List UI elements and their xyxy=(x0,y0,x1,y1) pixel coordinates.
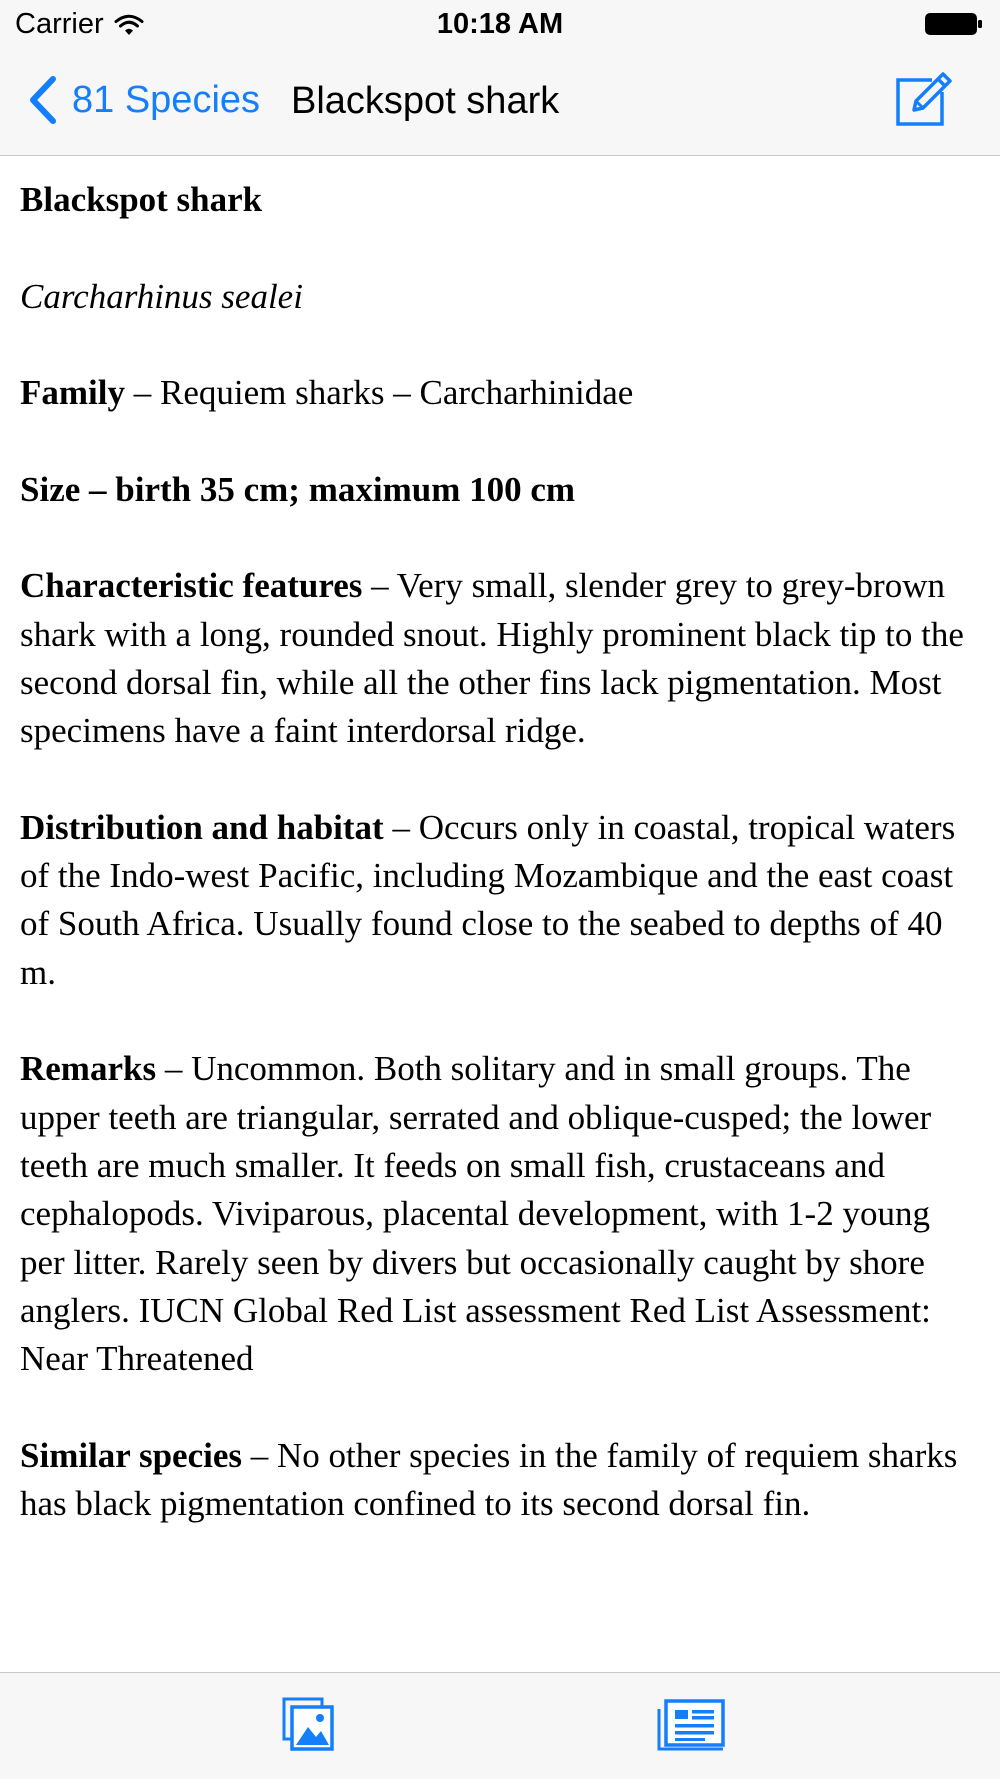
status-bar xyxy=(0,0,1000,50)
carrier-label: Carrier xyxy=(15,8,104,40)
compose-icon[interactable] xyxy=(892,68,954,130)
size-paragraph xyxy=(20,466,980,514)
scientific-name-paragraph xyxy=(20,273,980,321)
top-chrome xyxy=(0,0,1000,156)
common-name-paragraph xyxy=(20,176,980,224)
distribution-label: Distribution and habitat xyxy=(20,807,384,847)
similar-species-paragraph xyxy=(20,1432,980,1529)
distribution-text: – Occurs only in coastal, tropical waters of the Indo-west Pacific, including Mozambique and the east coast of South Africa. Usually found close to the seabed to depths of 40 m. xyxy=(20,807,956,992)
remarks-label: Remarks xyxy=(20,1049,157,1089)
common-name: Blackspot shark xyxy=(20,180,263,219)
species-article xyxy=(20,176,980,1577)
similar-species-label: Similar species xyxy=(20,1435,242,1475)
battery-icon xyxy=(924,12,984,36)
family-label: Family xyxy=(20,373,125,413)
back-button-label: 81 Species xyxy=(72,78,261,121)
scientific-name: Carcharhinus sealei xyxy=(20,276,303,316)
family-text: – Requiem sharks – Carcharhinidae xyxy=(124,373,634,413)
status-time: 10:18 AM xyxy=(436,8,564,40)
bottom-toolbar xyxy=(0,1672,1000,1779)
remarks-text: – Uncommon. Both solitary and in small groups. The upper teeth are triangular, serrated and oblique-cusped; the lower teeth are much smaller. It feeds on small fish, crustaceans and cephalopods. Viviparous, placental development, with 1-2 young per litter. Rarely seen by divers but occasionally caught by shore anglers. IUCN Global Red List assessment Red List Assessment: Near Threatened xyxy=(20,1049,932,1379)
size-text: Size – birth 35 cm; maximum 100 cm xyxy=(20,469,576,509)
features-paragraph xyxy=(20,562,980,755)
features-label: Characteristic features xyxy=(20,566,363,606)
similar-species-text: – No other species in the family of requiem sharks has black pigmentation confined to its second dorsal fin. xyxy=(20,1435,958,1524)
back-button[interactable] xyxy=(26,74,260,126)
text-icon[interactable] xyxy=(655,1697,727,1753)
nav-title: Blackspot shark xyxy=(291,80,560,122)
distribution-paragraph xyxy=(20,804,980,997)
remarks-paragraph xyxy=(20,1045,980,1383)
gallery-icon[interactable] xyxy=(282,1697,336,1753)
family-paragraph xyxy=(20,369,980,417)
features-text: – Very small, slender grey to grey-brown shark with a long, rounded snout. Highly prominent black tip to the second dorsal fin, while all the other fins lack pigmentation. Most specimens have a faint interdorsal ridge. xyxy=(20,566,964,751)
navigation-bar xyxy=(0,50,1000,155)
chevron-left-icon xyxy=(26,74,60,126)
